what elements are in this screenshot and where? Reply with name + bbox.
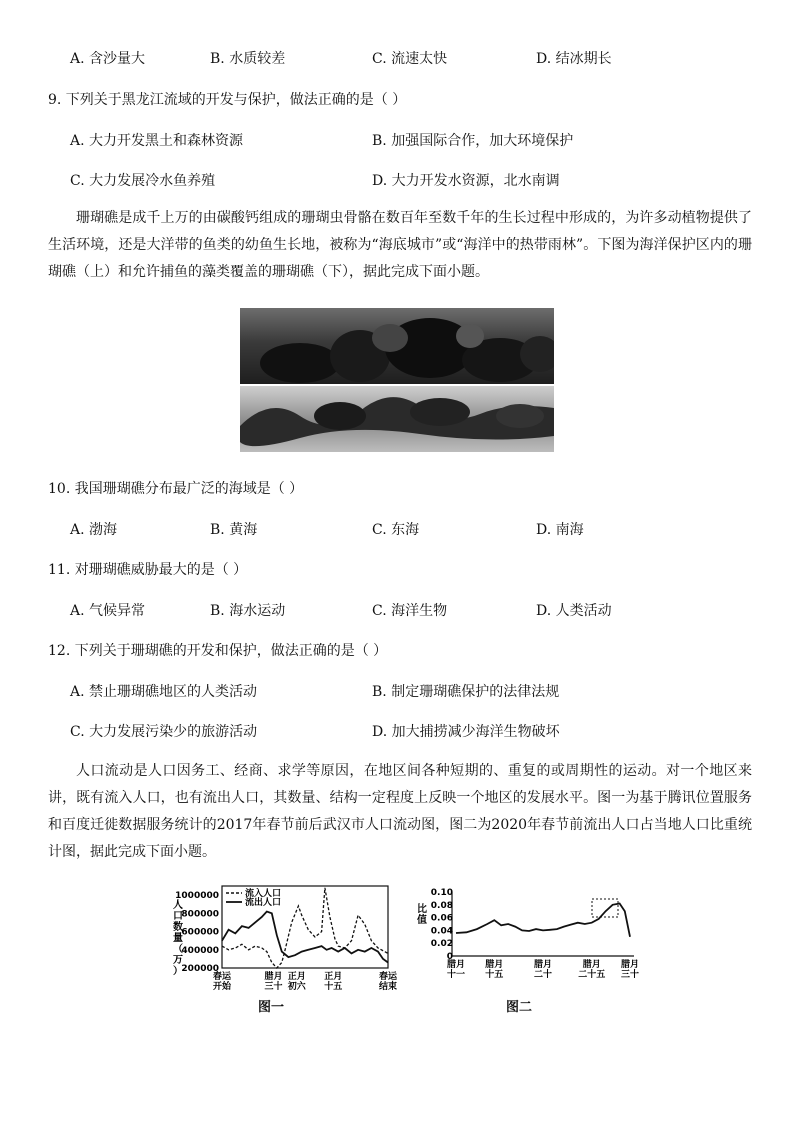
q12-option-b: B. 制定珊瑚礁保护的法律法规	[372, 684, 560, 700]
chart2-xtick-label: 十五	[485, 970, 504, 980]
legend-inflow-label: 流入人口	[245, 889, 282, 899]
chart1-ylabel-char: 数	[173, 922, 183, 933]
q8-option-c: C. 流速太快	[372, 51, 448, 67]
chart2-xtick-label: 二十五	[578, 970, 606, 980]
chart2-caption: 图二	[506, 1000, 533, 1015]
q10-option-d: D. 南海	[536, 522, 584, 538]
chart2-ylabel-char: 值	[417, 915, 427, 926]
chart2-xtick-label: 腊月	[533, 960, 553, 970]
q9-option-a: A. 大力开发黑土和森林资源	[70, 133, 244, 149]
chart1-series-line-1	[222, 912, 388, 963]
chart1-ytick-label: 400000	[181, 945, 219, 956]
q9-option-b: B. 加强国际合作，加大环境保护	[372, 133, 574, 149]
coral-passage: 珊瑚礁是成千上万的由碳酸钙组成的珊瑚虫骨骼在数百年至数千年的生长过程中形成的，为许多动植物提供了生活环境，还是大洋带的鱼类的幼鱼生长地，被称为“海底城市”或“海洋中的热带雨林”。下图为海洋保护区内的珊瑚礁（上）和允许捕鱼的藻类覆盖的珊瑚礁（下），据此完成下面小题。	[48, 210, 752, 280]
chart2-ytick-label: 0	[446, 952, 453, 962]
q11-stem: 11. 对珊瑚礁威胁最大的是（ ）	[48, 562, 248, 578]
chart1-ytick-label: 600000	[181, 927, 219, 938]
chart1-xtick-label: 三十	[264, 982, 283, 992]
chart2-ytick-label: 0.02	[430, 939, 453, 950]
chart2-xtick-label: 二十	[533, 970, 553, 980]
q8-option-b: B. 水质较差	[210, 51, 286, 67]
q9-stem: 9. 下列关于黑龙江流域的开发与保护，做法正确的是（ ）	[48, 92, 407, 108]
chart1-ylabel-char: 口	[173, 911, 183, 922]
q12-option-c: C. 大力发展污染少的旅游活动	[70, 724, 258, 740]
chart1-ylabel-char: 万	[173, 955, 183, 966]
chart1-xtick-label: 初六	[287, 982, 306, 992]
chart1-xtick-label: 春运	[212, 972, 232, 982]
population-passage: 人口流动是人口因务工、经商、求学等原因，在地区间各种短期的、重复的或周期性的运动。对一个地区来讲，既有流入人口，也有流出人口，其数量、结构一定程度上反映一个地区的发展水平。图一为基于腾讯位置服务和百度迁徙数据服务统计的2017年春节前后武汉市人口流动图，图二为2020年春节前流出人口占当地人口比重统计图，据此完成下面小题。	[48, 763, 752, 860]
q10-option-b: B. 黄海	[210, 522, 258, 538]
q10-option-a: A. 渤海	[70, 522, 118, 538]
q12-option-d: D. 加大捕捞减少海洋生物破坏	[372, 724, 560, 740]
chart-population-flow	[160, 880, 400, 1005]
chart1-xtick-label: 开始	[212, 982, 232, 992]
chart1-ytick-label: 800000	[181, 909, 219, 920]
chart2-ylabel-char: 比	[417, 904, 427, 915]
chart1-ytick-label: 1000000	[175, 891, 219, 902]
q12-stem: 12. 下列关于珊瑚礁的开发和保护，做法正确的是（ ）	[48, 643, 388, 659]
q8-option-d: D. 结冰期长	[536, 51, 612, 67]
chart1-ylabel-char: （	[173, 944, 183, 955]
chart2-ylabel	[416, 902, 427, 926]
chart1-xtick-label: 结束	[378, 982, 398, 992]
chart1-legend	[226, 887, 281, 908]
chart-outflow-ratio	[408, 880, 648, 1005]
q11-option-d: D. 人类活动	[536, 603, 612, 619]
chart1-caption: 图一	[258, 1000, 285, 1015]
coral-photo-protected	[240, 308, 554, 384]
q12-option-a: A. 禁止珊瑚礁地区的人类活动	[70, 684, 258, 700]
chart2-series-line-1	[456, 904, 630, 937]
q9-option-c: C. 大力发展冷水鱼养殖	[70, 173, 216, 189]
chart2-ytick-label: 0.04	[430, 926, 453, 937]
chart2-xtick-label: 腊月	[620, 960, 640, 970]
chart2-xtick-label: 十一	[446, 970, 466, 980]
q9-option-d: D. 大力开发水资源，北水南调	[372, 173, 560, 189]
chart1-ytick-label: 200000	[181, 964, 219, 974]
chart1-xtick-label: 正月	[324, 972, 343, 982]
chart1-ylabel-char: ）	[173, 966, 183, 977]
q10-stem: 10. 我国珊瑚礁分布最广泛的海域是（ ）	[48, 481, 304, 497]
q11-option-a: A. 气候异常	[70, 603, 146, 619]
chart1-ylabel-char: 量	[173, 933, 183, 944]
chart2-ytick-label: 0.06	[430, 913, 453, 924]
chart1-xtick-label: 春运	[378, 972, 398, 982]
chart2-highlight-box	[592, 899, 618, 917]
chart1-xtick-label: 正月	[287, 972, 306, 982]
chart2-xtick-label: 腊月	[446, 960, 466, 970]
q8-option-a: A. 含沙量大	[70, 51, 146, 67]
legend-outflow-label: 流出人口	[245, 898, 282, 908]
chart1-ylabel-char: 人	[173, 900, 183, 911]
chart2-ytick-label: 0.10	[430, 888, 453, 898]
chart1-xtick-label: 腊月	[264, 972, 283, 982]
q10-option-c: C. 东海	[372, 522, 420, 538]
q11-option-b: B. 海水运动	[210, 603, 286, 619]
chart2-xtick-label: 三十	[620, 970, 640, 980]
chart2-xtick-label: 腊月	[485, 960, 504, 970]
q11-option-c: C. 海洋生物	[372, 603, 448, 619]
coral-photo-algae	[240, 386, 554, 452]
chart2-xtick-label: 腊月	[582, 960, 601, 970]
chart2-ytick-label: 0.08	[430, 900, 453, 911]
chart1-xtick-label: 十五	[324, 982, 343, 992]
